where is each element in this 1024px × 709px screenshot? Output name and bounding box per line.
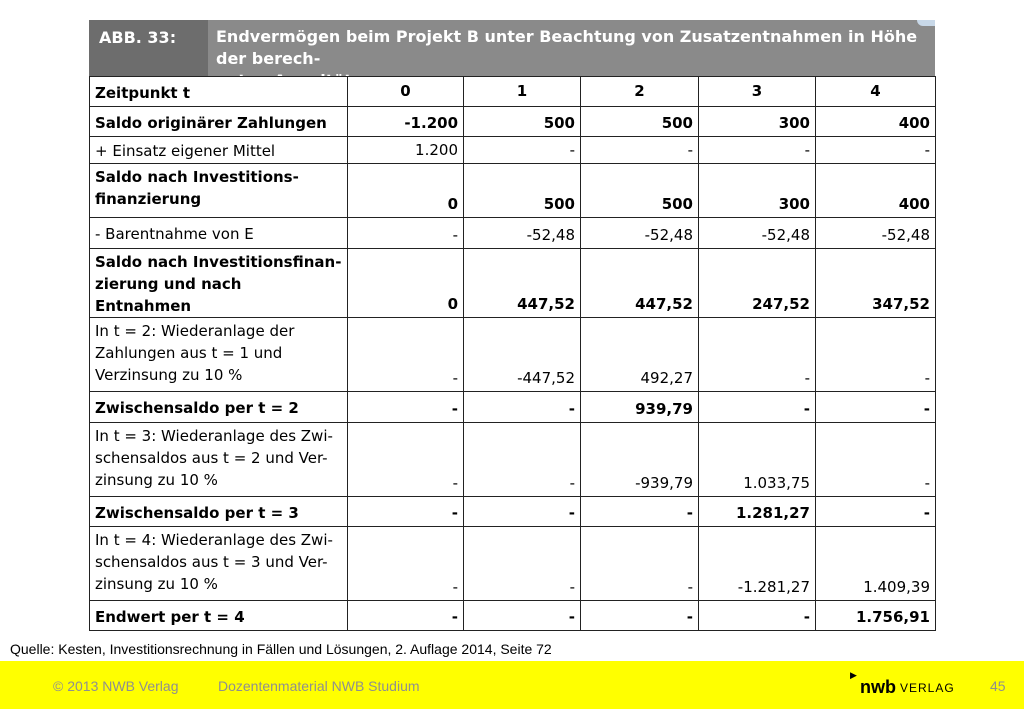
table-cell: - [348,218,464,249]
table-row [90,164,936,218]
table-cell: 1.281,27 [699,497,816,527]
table-cell: 492,27 [581,318,699,392]
table-cell: 1.409,39 [816,527,936,601]
row-label: - Barentnahme von E [90,218,348,249]
nwb-logo [850,671,980,699]
table-cell: - [581,601,699,631]
table-cell: 1.033,75 [699,423,816,497]
row-label: Saldo originärer Zahlungen [90,107,348,137]
table-cell: 400 [816,164,936,218]
table-cell: - [699,392,816,423]
table-cell: -939,79 [581,423,699,497]
table-cell: 447,52 [581,249,699,318]
table-cell: - [816,497,936,527]
table-cell: -52,48 [699,218,816,249]
table-cell: - [348,527,464,601]
table-cell: - [816,318,936,392]
logo-nwb-text: nwb [860,677,896,697]
footer-bar [0,661,1024,709]
column-header: 2 [581,77,699,107]
table-cell: 347,52 [816,249,936,318]
table-cell: 939,79 [581,392,699,423]
table-cell: -447,52 [464,318,581,392]
row-label: In t = 4: Wiederanlage des Zwi- schensaldos aus t = 3 und Ver- zinsung zu 10 % [90,527,348,601]
table-cell: 1.756,91 [816,601,936,631]
column-header: 4 [816,77,936,107]
table-cell: - [348,497,464,527]
table-cell: - [699,601,816,631]
table-row [90,218,936,249]
logo-verlag-text: VERLAG [900,681,955,695]
header-corner-decoration [917,20,935,26]
table-cell: - [348,601,464,631]
figure-title: Endvermögen beim Projekt B unter Beachtung von Zusatzentnahmen in Höhe der berech- neten Annuität [208,20,935,76]
table-cell: - [581,137,699,164]
table-row [90,497,936,527]
row-label: Endwert per t = 4 [90,601,348,631]
table-cell: - [348,423,464,497]
table-row [90,137,936,164]
table-cell: -1.200 [348,107,464,137]
table-cell: - [816,423,936,497]
table-body [90,77,936,631]
source-citation: Quelle: Kesten, Investitionsrechnung in Fällen und Lösungen, 2. Auflage 2014, Seite 72 [10,641,552,657]
table-cell: - [464,392,581,423]
table-cell: -52,48 [464,218,581,249]
table-cell: 0 [348,249,464,318]
figure-label: ABB. 33: [89,20,208,76]
row-label: In t = 3: Wiederanlage des Zwi- schensaldos aus t = 2 und Ver- zinsung zu 10 % [90,423,348,497]
table-cell: - [464,423,581,497]
table-cell: - [348,318,464,392]
table-cell: - [816,137,936,164]
table-cell: - [699,318,816,392]
data-table [89,76,936,631]
table-cell: - [581,527,699,601]
figure-header [89,20,935,90]
table-cell: 500 [464,164,581,218]
table-cell: - [816,392,936,423]
table-header-row [90,77,936,107]
row-label: Zwischensaldo per t = 3 [90,497,348,527]
row-label: Saldo nach Investitionsfinan- zierung und nach Entnahmen [90,249,348,318]
table-row [90,249,936,318]
page-number: 45 [990,678,1006,694]
table-cell: 247,52 [699,249,816,318]
row-label: + Einsatz eigener Mittel [90,137,348,164]
column-header: 3 [699,77,816,107]
table-cell: 447,52 [464,249,581,318]
table-cell: 300 [699,107,816,137]
table-cell: - [699,137,816,164]
table-cell: 0 [348,164,464,218]
table-cell: -52,48 [816,218,936,249]
table-row [90,601,936,631]
figure [89,20,935,626]
table-cell: - [348,392,464,423]
table-cell: 500 [581,107,699,137]
table-cell: 400 [816,107,936,137]
table-cell: 1.200 [348,137,464,164]
row-label: In t = 2: Wiederanlage der Zahlungen aus t = 1 und Verzinsung zu 10 % [90,318,348,392]
row-label: Zwischensaldo per t = 2 [90,392,348,423]
table-row [90,527,936,601]
header-label-cell: Zeitpunkt t [90,77,348,107]
table-cell: - [464,497,581,527]
table-row [90,318,936,392]
table-cell: 500 [581,164,699,218]
table-cell: - [464,137,581,164]
column-header: 1 [464,77,581,107]
table-row [90,107,936,137]
table-cell: -1.281,27 [699,527,816,601]
table-row [90,423,936,497]
material-text: Dozentenmaterial NWB Studium [218,678,420,694]
table-cell: - [464,527,581,601]
table-row [90,392,936,423]
table-cell: 500 [464,107,581,137]
row-label: Saldo nach Investitions- finanzierung [90,164,348,218]
table-cell: - [581,497,699,527]
column-header: 0 [348,77,464,107]
table-cell: -52,48 [581,218,699,249]
triangle-marker-icon: ▶ [850,671,857,681]
table-cell: - [464,601,581,631]
table-cell: 300 [699,164,816,218]
copyright-text: © 2013 NWB Verlag [53,678,179,694]
